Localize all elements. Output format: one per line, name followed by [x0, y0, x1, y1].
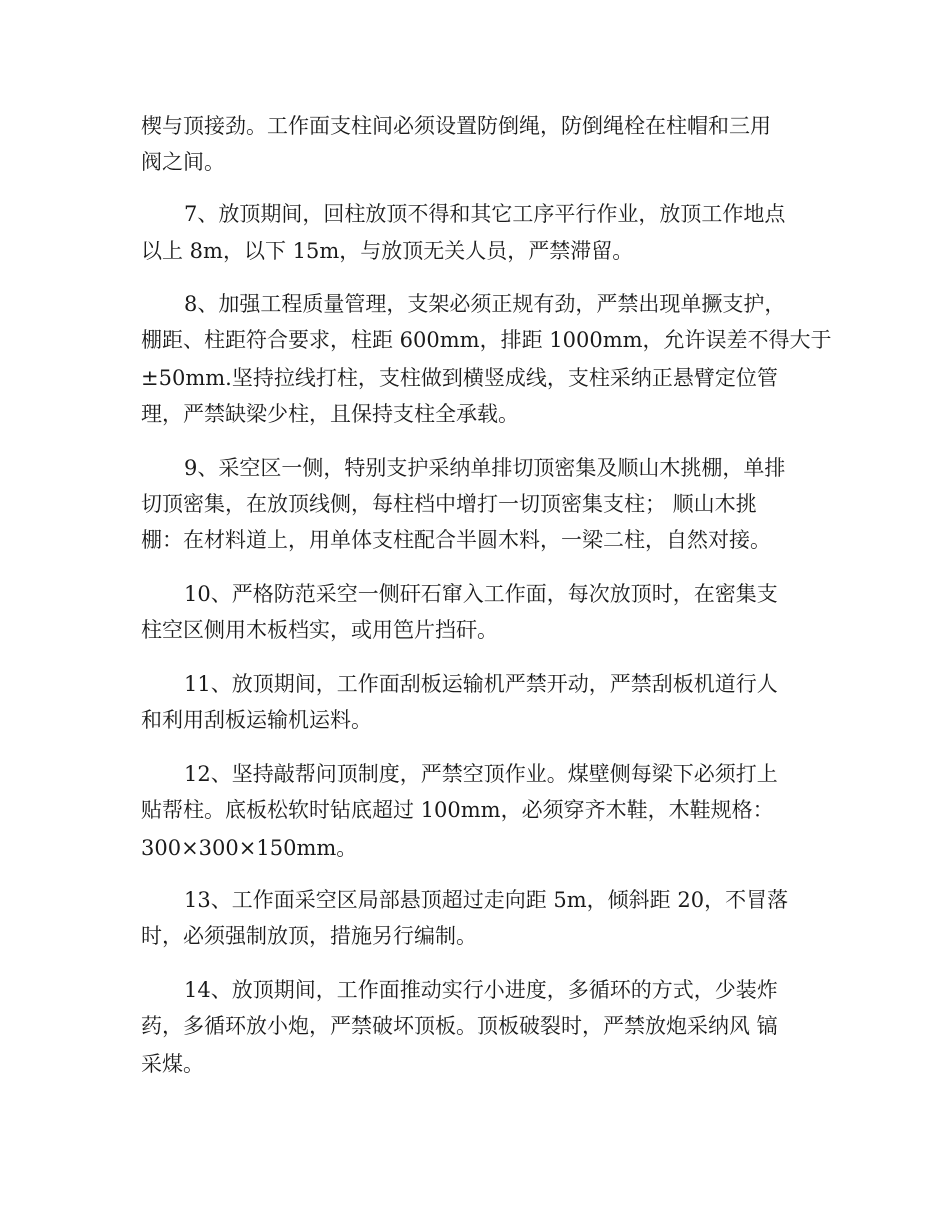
text-line: 12、坚持敲帮问顶制度，严禁空顶作业。煤壁侧每梁下必须打上	[184, 762, 778, 786]
text-line: 柱空区侧用木板档实，或用笆片挡矸。	[141, 618, 498, 642]
text-line: 采煤。	[141, 1052, 204, 1076]
text-line: 11、放顶期间，工作面刮板运输机严禁开动，严禁刮板机道行人	[184, 672, 778, 696]
text-line: 9、采空区一侧，特别支护采纳单排切顶密集及顺山木挑棚，单排	[184, 456, 786, 480]
text-line: 和利用刮板运输机运料。	[141, 708, 372, 732]
text-line: 300×300×150mm。	[141, 836, 358, 860]
text-line: 10、严格防范采空一侧矸石窜入工作面，每次放顶时，在密集支	[184, 582, 778, 606]
text-line: 14、放顶期间，工作面推动实行小进度，多循环的方式，少装炸	[184, 978, 778, 1002]
text-line: 13、工作面采空区局部悬顶超过走向距 5m，倾斜距 20，不冒落	[184, 888, 789, 912]
text-line: 楔与顶接劲。工作面支柱间必须设置防倒绳，防倒绳栓在柱帽和三用	[141, 114, 771, 138]
text-line: 贴帮柱。底板松软时钻底超过 100mm，必须穿齐木鞋，木鞋规格：	[141, 798, 774, 822]
text-line: 理，严禁缺梁少柱，且保持支柱全承载。	[141, 402, 519, 426]
text-line: 8、加强工程质量管理，支架必须正规有劲，严禁出现单撅支护，	[184, 292, 786, 316]
text-line: 阀之间。	[141, 150, 225, 174]
text-line: 切顶密集，在放顶线侧，每柱档中增打一切顶密集支柱； 顺山木挑	[141, 492, 757, 516]
text-line: 7、放顶期间，回柱放顶不得和其它工序平行作业，放顶工作地点	[184, 202, 786, 226]
text-line: 时，必须强制放顶，措施另行编制。	[141, 924, 477, 948]
text-line: 棚：在材料道上，用单体支柱配合半圆木料，一梁二柱，自然对接。	[141, 528, 771, 552]
text-line: 以上 8m，以下 15m，与放顶无关人员，严禁滞留。	[141, 239, 634, 263]
text-line: 棚距、柱距符合要求，柱距 600mm，排距 1000mm，允许误差不得大于	[141, 328, 832, 352]
text-line: ±50mm.坚持拉线打柱，支柱做到横竖成线，支柱采纳正悬臂定位管	[141, 366, 778, 390]
text-line: 药，多循环放小炮，严禁破坏顶板。顶板破裂时，严禁放炮采纳风 镐	[141, 1014, 778, 1038]
